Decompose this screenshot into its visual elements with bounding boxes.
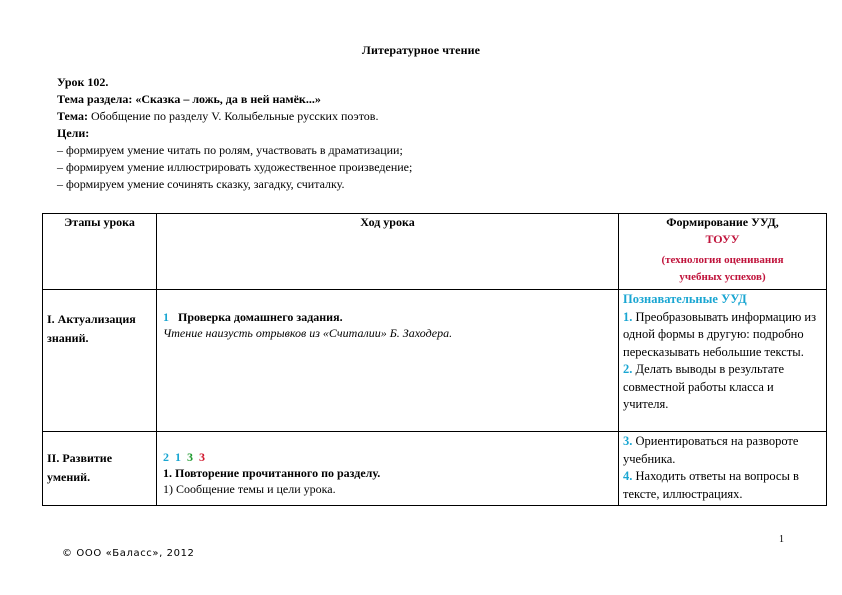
header-course: Ход урока	[157, 214, 619, 290]
header-uud	[619, 214, 827, 290]
page-number: 1	[779, 534, 784, 545]
header-stages: Этапы урока	[43, 214, 157, 290]
uud-item	[623, 309, 822, 362]
lesson-topic	[57, 108, 412, 125]
lesson-table	[42, 213, 827, 506]
uud-item-text: Находить ответы на вопросы в тексте, иллюстрациях.	[623, 469, 799, 501]
topic-text: Обобщение по разделу V. Колыбельные русских поэтов.	[87, 109, 379, 123]
lesson-number: Урок 102.	[57, 75, 109, 89]
header-uud-line3: (технология оценивания	[661, 254, 784, 266]
uud-item-number: 2.	[623, 362, 633, 376]
task-number: 1	[175, 450, 181, 464]
task-line	[163, 309, 614, 325]
section-topic: Тема раздела: «Сказка – ложь, да в ней намёк...»	[57, 92, 321, 106]
task-number: 2	[163, 450, 169, 464]
goal-item: – формируем умение иллюстрировать художественное произведение;	[57, 160, 413, 174]
goal-item: – формируем умение сочинять сказку, загадку, считалку.	[57, 177, 345, 191]
uud-item-number: 3.	[623, 434, 633, 448]
task-number: 3	[199, 450, 205, 464]
uud-item-number: 4.	[623, 469, 633, 483]
uud-item	[623, 361, 822, 414]
table-header-row	[43, 214, 827, 290]
uud-item	[623, 433, 822, 468]
goal-item: – формируем умение читать по ролям, участвовать в драматизации;	[57, 143, 403, 157]
uud-heading: Познавательные УУД	[623, 292, 747, 306]
course-cell	[157, 290, 619, 432]
uud-item-text: Ориентироваться на развороте учебника.	[623, 434, 799, 466]
task-title: 1. Повторение прочитанного по разделу.	[163, 466, 381, 480]
table-row	[43, 432, 827, 506]
table-row	[43, 290, 827, 432]
goals-label: Цели:	[57, 126, 90, 140]
header-uud-line4: учебных успехов)	[679, 271, 766, 283]
task-title: Проверка домашнего задания.	[178, 310, 343, 324]
uud-item	[623, 468, 822, 503]
lesson-header	[57, 74, 412, 193]
stage-cell: II. Развитие умений.	[43, 432, 157, 506]
uud-cell	[619, 432, 827, 506]
uud-cell	[619, 290, 827, 432]
uud-item-text: Делать выводы в результате совместной работы класса и учителя.	[623, 362, 785, 411]
uud-item-number: 1.	[623, 309, 633, 324]
uud-item-text: Преобразовывать информацию из одной формы в другую: подробно пересказывать небольшие тексты.	[623, 309, 817, 359]
topic-label: Тема:	[57, 109, 88, 123]
task-number: 3	[187, 450, 193, 464]
copyright-footer: © ООО «Баласс», 2012	[62, 548, 195, 559]
header-uud-line1: Формирование УУД,	[666, 215, 779, 229]
task-subitem: 1) Сообщение темы и цели урока.	[163, 482, 336, 496]
header-uud-line2: ТОУУ	[705, 232, 740, 246]
task-numbers	[163, 449, 614, 465]
task-text: Чтение наизусть отрывков из «Считалии» Б. Заходера.	[163, 326, 453, 340]
task-number: 1	[163, 310, 169, 324]
stage-cell: I. Актуализация знаний.	[43, 290, 157, 432]
document-title: Литературное чтение	[361, 43, 481, 57]
course-cell	[157, 432, 619, 506]
